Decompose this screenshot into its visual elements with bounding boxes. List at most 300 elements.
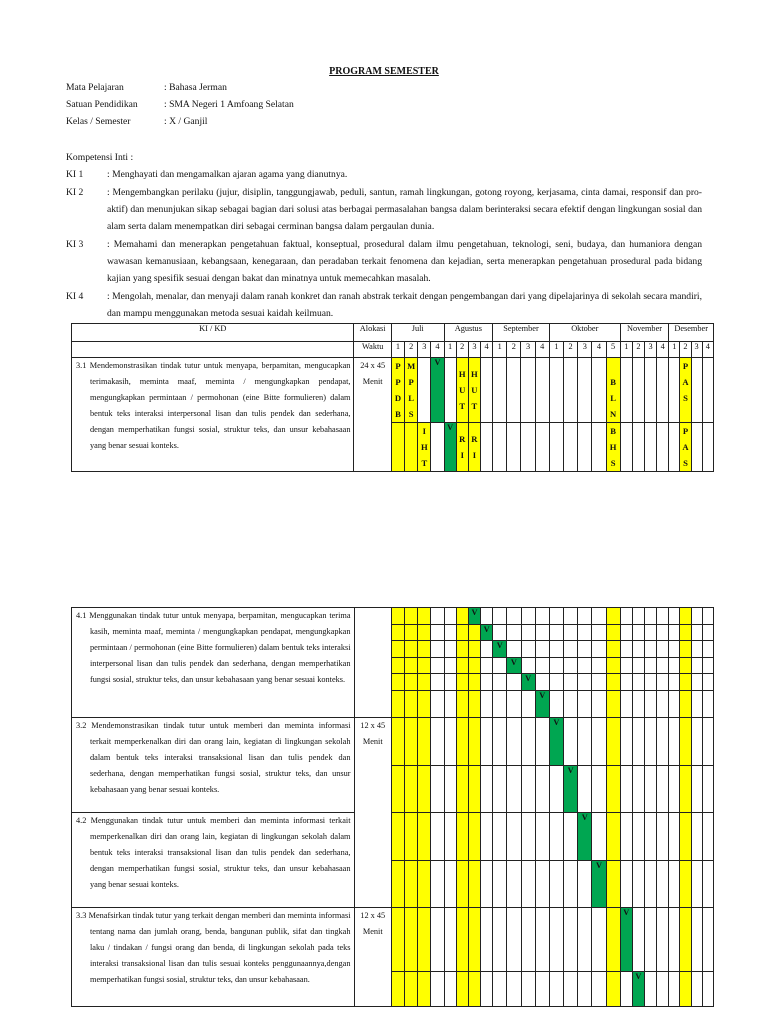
week-empty (481, 674, 493, 691)
week-empty (644, 625, 656, 641)
week-empty (657, 423, 669, 472)
week-empty (620, 423, 632, 472)
week-yellow (456, 641, 468, 658)
ki-number: KI 1 (66, 169, 84, 180)
week-empty (592, 972, 606, 1007)
week-empty (564, 908, 578, 972)
week-yellow (456, 608, 468, 625)
mark-v: V (578, 813, 592, 861)
week-yellow (405, 691, 418, 718)
week-empty (644, 718, 656, 766)
code-bhs: B H S (606, 423, 620, 472)
week-yellow (418, 625, 431, 641)
week-yellow (468, 658, 480, 674)
week-empty (535, 658, 549, 674)
week-empty (644, 674, 656, 691)
code-ri: R I (456, 423, 468, 472)
kd-3-1-text: 3.1 Mendemonstrasikan tindak tutur untuk menyapa, berpamitan, mengucapkan terimakasih, meminta maaf, meminta / mengungkapkan pendapat, mengungkapkan permintaan / permohonan (eine Bitte formulieren) dalam bentuk teks interaksi interpersonal lisan dan tulis pendek dan sederhana, dengan memperhatikan fungsi sosial, struktur teks, dan unsur kebahasaan yang benar sesuai konteks. (72, 358, 354, 472)
week-cell: 3 (645, 342, 657, 358)
week-empty (549, 608, 563, 625)
week-empty (632, 423, 644, 472)
header-kikd: KI / KD (72, 324, 354, 342)
week-empty (632, 625, 644, 641)
week-empty (592, 674, 606, 691)
week-empty (691, 423, 702, 472)
ki-text: : Mengembangkan perilaku (jujur, disiplin, tanggungjawab, peduli, santun, ramah lingkungan, gotong royong, kerjasama, cinta damai, responsif dan pro-aktif) dan menunjukan sikap sebagai bagian dari solusi atas berbagai permasalahan bangsa dalam berinteraksi secara efektif dengan lingkungan sosial dan alam serta dalam menempatkan diri sebagai cerminan bangsa dalam pergaulan dunia. (107, 187, 702, 232)
code-pas: P A S (680, 358, 691, 423)
week-empty (564, 674, 578, 691)
kd-3-3-text: 3.3 Menafsirkan tindak tutur yang terkait dengan memberi dan meminta informasi tentang nama dan jumlah orang, benda, bangunan publik, sifat dan tingkah laku / tindakan / fungsi orang dan benda, di lingkungan sekolah pada teks interaksi transaksional lisan dan tulis sesuai konteks penggunaannya,dengan memperhatikan fungsi sosial, struktur teks, dan unsur kebahasaan. (72, 908, 355, 1007)
week-empty (592, 641, 606, 658)
week-cell: 3 (691, 342, 702, 358)
week-empty (592, 658, 606, 674)
week-empty (691, 625, 702, 641)
code-iht: I H T (418, 423, 431, 472)
week-empty (669, 625, 680, 641)
week-cell: 3 (468, 342, 480, 358)
week-yellow (456, 908, 468, 972)
week-empty (592, 423, 606, 472)
week-yellow (418, 718, 431, 766)
week-empty (578, 691, 592, 718)
program-semester-table-2 (71, 607, 714, 1007)
week-yellow (606, 861, 620, 908)
week-empty (632, 608, 644, 625)
week-empty (702, 608, 713, 625)
week-empty (691, 641, 702, 658)
week-empty (507, 641, 521, 658)
week-empty (644, 908, 656, 972)
week-empty (431, 766, 444, 813)
mark-v: V (468, 608, 480, 625)
week-yellow (606, 718, 620, 766)
week-empty (481, 718, 493, 766)
week-empty (549, 641, 563, 658)
week-empty (669, 608, 680, 625)
week-empty (507, 766, 521, 813)
week-yellow (391, 908, 404, 972)
week-empty (644, 972, 656, 1007)
week-empty (564, 423, 578, 472)
code-hut: H U T (456, 358, 468, 423)
week-empty (592, 908, 606, 972)
week-empty (444, 908, 456, 972)
mark-v: V (535, 691, 549, 718)
alokasi-cell: 12 x 45 Menit (354, 908, 391, 1007)
week-empty (657, 861, 669, 908)
mark-v: V (481, 625, 493, 641)
week-empty (507, 358, 521, 423)
week-empty (620, 674, 632, 691)
week-empty (669, 641, 680, 658)
alokasi-cell: 12 x 45 Menit (354, 718, 391, 908)
week-empty (669, 658, 680, 674)
week-yellow (606, 691, 620, 718)
week-empty (702, 861, 713, 908)
week-empty (657, 908, 669, 972)
week-empty (507, 691, 521, 718)
week-cell: 1 (391, 342, 404, 358)
week-empty (691, 908, 702, 972)
week-empty (507, 625, 521, 641)
week-yellow (418, 861, 431, 908)
week-empty (564, 972, 578, 1007)
header-month-desember: Desember (669, 324, 714, 342)
week-empty (592, 718, 606, 766)
week-yellow (606, 908, 620, 972)
week-yellow (606, 625, 620, 641)
week-yellow (418, 641, 431, 658)
week-yellow (468, 766, 480, 813)
week-empty (657, 691, 669, 718)
week-yellow (405, 861, 418, 908)
week-yellow (468, 972, 480, 1007)
week-empty (632, 358, 644, 423)
week-cell: 3 (578, 342, 592, 358)
week-empty (620, 658, 632, 674)
week-yellow (468, 718, 480, 766)
week-yellow (680, 813, 691, 861)
week-empty (507, 718, 521, 766)
week-empty (644, 608, 656, 625)
week-yellow (405, 641, 418, 658)
mark-v: V (444, 423, 456, 472)
week-empty (592, 691, 606, 718)
week-empty (657, 972, 669, 1007)
week-empty (691, 691, 702, 718)
week-empty (493, 972, 507, 1007)
week-empty (702, 766, 713, 813)
week-empty (521, 861, 535, 908)
week-empty (564, 358, 578, 423)
week-empty (578, 718, 592, 766)
week-empty (669, 691, 680, 718)
week-empty (480, 423, 492, 472)
week-empty (669, 423, 680, 472)
week-empty (444, 358, 456, 423)
week-empty (481, 658, 493, 674)
week-empty (444, 972, 456, 1007)
ki-3 (66, 236, 702, 288)
week-yellow (680, 625, 691, 641)
week-yellow (456, 813, 468, 861)
week-empty (632, 718, 644, 766)
code-pas-2: P A S (680, 423, 691, 472)
week-cell: 4 (657, 342, 669, 358)
week-empty (535, 608, 549, 625)
week-empty (535, 423, 549, 472)
week-empty (535, 674, 549, 691)
week-empty (578, 972, 592, 1007)
ki-text: : Memahami dan menerapkan pengetahuan faktual, konseptual, prosedural dalam ilmu pengetahuan, teknologi, seni, budaya, dan humaniora dengan wawasan kemanusiaan, kebangsaan, kenegaraan, dan peradaban terkait fenomena dan kejadian, serta menerapkan pengetahuan prosedural pada bidang kajian yang spesifik sesuai dengan bakat dan minatnya untuk memecahkan masalah. (107, 239, 702, 284)
week-empty (620, 608, 632, 625)
week-empty (481, 691, 493, 718)
week-yellow (680, 972, 691, 1007)
header-month-september: September (493, 324, 550, 342)
week-empty (691, 358, 702, 423)
week-yellow (456, 625, 468, 641)
week-empty (592, 813, 606, 861)
week-yellow (456, 674, 468, 691)
week-yellow (456, 691, 468, 718)
week-empty (669, 358, 680, 423)
week-empty (444, 608, 456, 625)
week-empty (691, 813, 702, 861)
week-empty (431, 972, 444, 1007)
week-empty (493, 718, 507, 766)
week-yellow (405, 608, 418, 625)
week-empty (535, 908, 549, 972)
week-yellow (680, 674, 691, 691)
week-empty (535, 766, 549, 813)
week-empty (549, 358, 563, 423)
week-yellow (456, 861, 468, 908)
week-cell: 2 (564, 342, 578, 358)
week-yellow (680, 718, 691, 766)
week-empty (702, 813, 713, 861)
ki-1 (66, 166, 702, 183)
week-yellow (456, 766, 468, 813)
week-yellow (405, 674, 418, 691)
ki-number: KI 4 (66, 291, 84, 302)
week-yellow (468, 625, 480, 641)
week-empty (431, 813, 444, 861)
week-empty (535, 718, 549, 766)
week-empty (592, 358, 606, 423)
week-empty (507, 674, 521, 691)
week-yellow (468, 908, 480, 972)
week-empty (691, 608, 702, 625)
week-empty (444, 861, 456, 908)
week-empty (632, 691, 644, 718)
mark-v: V (632, 972, 644, 1007)
week-yellow (418, 691, 431, 718)
week-empty (444, 625, 456, 641)
mark-v: V (521, 674, 535, 691)
info-label: Mata Pelajaran (66, 82, 124, 93)
week-empty (632, 658, 644, 674)
header-waktu: Waktu (354, 342, 391, 358)
week-empty (549, 766, 563, 813)
week-empty (564, 691, 578, 718)
week-yellow (680, 861, 691, 908)
week-yellow (418, 766, 431, 813)
week-empty (521, 358, 535, 423)
ki-text: : Mengolah, menalar, dan menyaji dalam ranah konkret dan ranah abstrak terkait dengan pengembangan dari yang dipelajarinya di sekolah secara mandiri, dan mampu menggunakan metoda sesuai kaidah keilmuan. (107, 291, 702, 319)
week-yellow (391, 625, 404, 641)
week-empty (657, 358, 669, 423)
ki-number: KI 3 (66, 239, 84, 250)
week-yellow (418, 658, 431, 674)
week-empty (549, 813, 563, 861)
header-alokasi: Alokasi (354, 324, 391, 342)
week-empty (493, 658, 507, 674)
week-yellow (405, 423, 418, 472)
week-empty (702, 641, 713, 658)
week-empty (657, 813, 669, 861)
kd-3-2-text: 3.2 Mendemonstrasikan tindak tutur untuk memberi dan meminta informasi terkait memperkenalkan diri dan orang lain, kegiatan di lingkungan sekolah dalam bentuk teks interaksi transaksional lisan dan tulis pendek dan sederhana, dengan memperhatikan fungsi sosial, struktur teks, dan unsur kebahasaan yang benar sesuai konteks. (72, 718, 355, 813)
week-empty (481, 861, 493, 908)
week-yellow (391, 608, 404, 625)
week-empty (444, 658, 456, 674)
week-empty (521, 641, 535, 658)
week-empty (521, 766, 535, 813)
week-empty (481, 641, 493, 658)
week-empty (444, 691, 456, 718)
week-yellow (405, 972, 418, 1007)
week-empty (632, 641, 644, 658)
week-empty (521, 908, 535, 972)
week-yellow (418, 813, 431, 861)
week-empty (632, 766, 644, 813)
alokasi-cell (354, 608, 391, 718)
week-empty (632, 908, 644, 972)
week-empty (632, 674, 644, 691)
week-empty (657, 641, 669, 658)
ki-number: KI 2 (66, 187, 84, 198)
week-empty (702, 972, 713, 1007)
week-empty (549, 625, 563, 641)
week-empty (431, 658, 444, 674)
mark-v: V (493, 641, 507, 658)
week-empty (592, 608, 606, 625)
week-yellow (606, 813, 620, 861)
week-empty (669, 861, 680, 908)
info-label: Kelas / Semester (66, 116, 131, 127)
week-empty (702, 674, 713, 691)
week-empty (493, 358, 507, 423)
week-yellow (680, 691, 691, 718)
week-yellow (606, 641, 620, 658)
kompetensi-inti-heading: Kompetensi Inti : (66, 152, 134, 163)
week-empty (620, 358, 632, 423)
week-empty (564, 608, 578, 625)
week-empty (507, 608, 521, 625)
week-empty (521, 608, 535, 625)
info-value: : Bahasa Jerman (164, 82, 227, 93)
week-empty (691, 658, 702, 674)
week-yellow (606, 972, 620, 1007)
week-empty (620, 718, 632, 766)
week-empty (549, 658, 563, 674)
week-yellow (468, 691, 480, 718)
week-empty (632, 861, 644, 908)
week-empty (507, 908, 521, 972)
week-empty (645, 358, 657, 423)
week-yellow (468, 813, 480, 861)
mark-v: V (620, 908, 632, 972)
week-cell: 4 (592, 342, 606, 358)
week-empty (549, 674, 563, 691)
week-empty (535, 625, 549, 641)
week-empty (535, 861, 549, 908)
week-empty (549, 972, 563, 1007)
week-empty (702, 658, 713, 674)
week-empty (657, 718, 669, 766)
week-empty (431, 861, 444, 908)
week-empty (507, 861, 521, 908)
week-yellow (405, 813, 418, 861)
info-value: : X / Ganjil (164, 116, 208, 127)
week-empty (669, 766, 680, 813)
week-yellow (456, 718, 468, 766)
week-cell: 1 (549, 342, 563, 358)
week-empty (657, 608, 669, 625)
week-yellow (391, 641, 404, 658)
week-empty (702, 691, 713, 718)
header-month-november: November (620, 324, 669, 342)
week-empty (535, 972, 549, 1007)
week-empty (549, 861, 563, 908)
week-cell: 2 (680, 342, 691, 358)
week-empty (493, 608, 507, 625)
week-yellow (456, 658, 468, 674)
week-empty (431, 674, 444, 691)
week-empty (578, 641, 592, 658)
week-cell: 1 (444, 342, 456, 358)
week-empty (578, 358, 592, 423)
week-empty (657, 674, 669, 691)
ki-2 (66, 184, 702, 236)
header-month-juli: Juli (391, 324, 444, 342)
code-ppdb: P P D B (391, 358, 404, 423)
week-yellow (680, 641, 691, 658)
week-empty (669, 972, 680, 1007)
kd-3-1-alokasi: 24 x 45 Menit (354, 358, 391, 472)
mark-v: V (592, 861, 606, 908)
week-empty (549, 908, 563, 972)
week-yellow (418, 972, 431, 1007)
week-empty (578, 608, 592, 625)
ki-text: : Menghayati dan mengamalkan ajaran agama yang dianutnya. (107, 169, 348, 180)
week-yellow (680, 908, 691, 972)
week-empty (702, 423, 713, 472)
week-empty (535, 358, 549, 423)
week-empty (702, 358, 713, 423)
week-empty (521, 625, 535, 641)
info-value: : SMA Negeri 1 Amfoang Selatan (164, 99, 294, 110)
kd-4-1-text: 4.1 Menggunakan tindak tutur untuk menyapa, berpamitan, mengucapkan terima kasih, meminta maaf, meminta / mengungkapkan pendapat, mengungkapkan permintaan / permohonan (eine Bitte formulieren) dalam bentuk teks interaksi interpersonal lisan dan tulis pendek dan sederhana, dengan memperhatikan fungsi sosial, struktur teks, dan unsur kebahasaan yang benar sesuai konteks. (72, 608, 355, 718)
week-cell: 4 (535, 342, 549, 358)
week-yellow (391, 691, 404, 718)
week-empty (691, 766, 702, 813)
week-empty (493, 674, 507, 691)
info-label: Satuan Pendidikan (66, 99, 138, 110)
week-empty (431, 625, 444, 641)
header-month-oktober: Oktober (549, 324, 620, 342)
week-empty (592, 625, 606, 641)
week-empty (521, 658, 535, 674)
week-empty (578, 423, 592, 472)
week-empty (481, 972, 493, 1007)
week-empty (702, 718, 713, 766)
week-empty (535, 641, 549, 658)
week-empty (644, 691, 656, 718)
week-empty (702, 908, 713, 972)
week-empty (481, 908, 493, 972)
week-yellow (391, 766, 404, 813)
week-empty (657, 658, 669, 674)
week-cell: 5 (606, 342, 620, 358)
week-yellow (606, 766, 620, 813)
program-semester-table-1 (71, 323, 714, 472)
week-empty (493, 766, 507, 813)
week-empty (431, 641, 444, 658)
week-empty (431, 908, 444, 972)
header-month-agustus: Agustus (444, 324, 493, 342)
week-empty (507, 972, 521, 1007)
week-empty (431, 423, 444, 472)
